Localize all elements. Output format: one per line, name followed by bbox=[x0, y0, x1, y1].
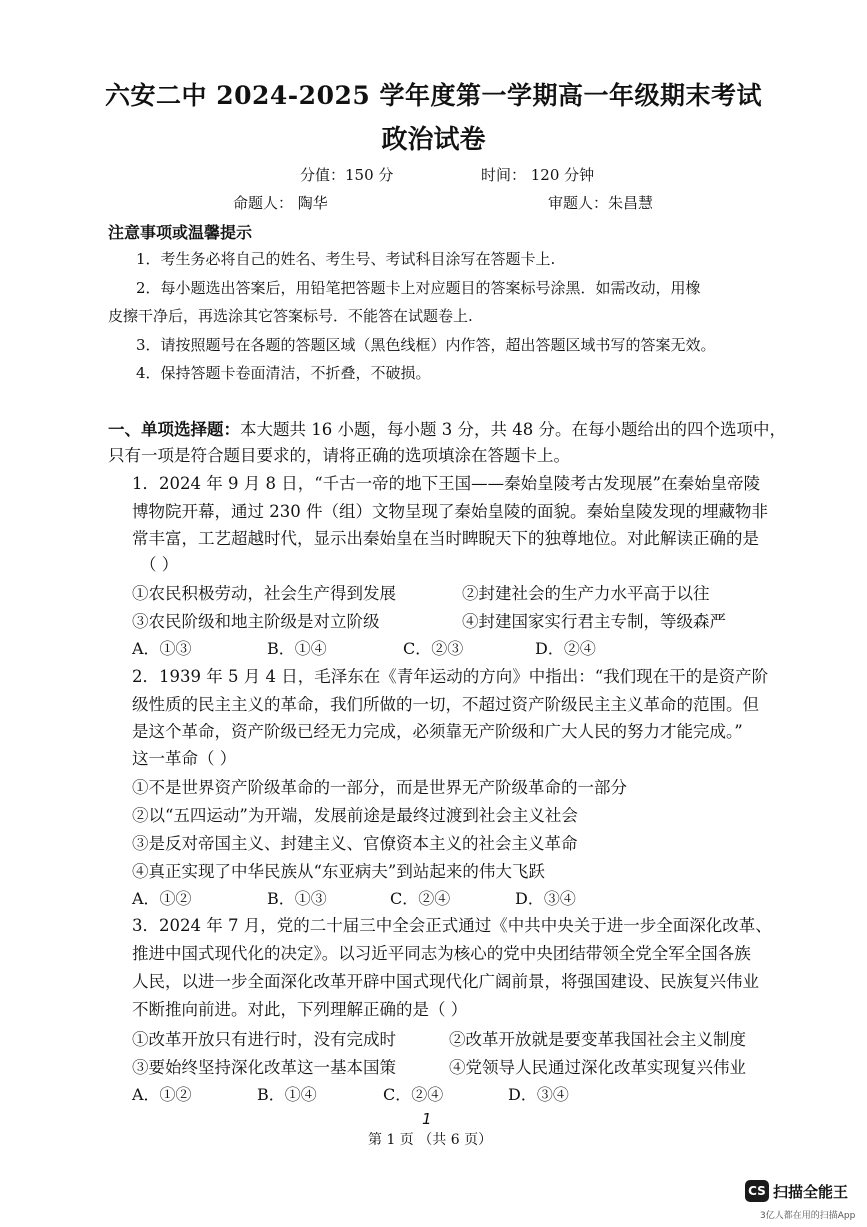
section-label: 一、单项选择题： bbox=[108, 420, 240, 439]
question-2-stem: 级性质的民主主义的革命，我们所做的一切，不超过资产阶级民主主义革命的范围。但 bbox=[132, 695, 759, 714]
question-1-stem: 博物院开幕，通过 230 件（组）文物呈现了秦始皇陵的面貌。秦始皇陵发现的埋藏物非 bbox=[132, 502, 768, 521]
exam-title: 六安二中 2024-2025 学年度第一学期高一年级期末考试 bbox=[105, 81, 762, 110]
question-2-stem: 2．1939 年 5 月 4 日，毛泽东在《青年运动的方向》中指出：“我们现在干的是资产阶 bbox=[132, 667, 769, 686]
question-2-statement-1: ①不是世界资产阶级革命的一部分，而是世界无产阶级革命的一部分 bbox=[132, 778, 627, 797]
question-3-option-c: C．②④ bbox=[383, 1085, 444, 1104]
setter-info: 命题人： 陶华 bbox=[233, 194, 328, 212]
question-2-statement-3: ③是反对帝国主义、封建主义、官僚资本主义的社会主义革命 bbox=[132, 834, 578, 853]
question-3-option-d: D．③④ bbox=[508, 1085, 569, 1104]
question-2-option-a: A．①② bbox=[132, 889, 192, 908]
notice-item: 4．保持答题卡卷面清洁，不折叠，不破损。 bbox=[136, 364, 431, 382]
question-3-statement-3: ③要始终坚持深化改革这一基本国策 bbox=[132, 1058, 396, 1077]
exam-subject: 政治试卷 bbox=[381, 125, 486, 155]
question-3-stem: 人民，以进一步全面深化改革开辟中国式现代化广阔前景，将强国建设、民族复兴伟业 bbox=[132, 972, 759, 991]
watermark-name: 扫描全能王 bbox=[773, 1182, 849, 1201]
question-1-option-a: A．①③ bbox=[132, 639, 192, 658]
question-1-option-d: D．②④ bbox=[535, 639, 596, 658]
question-3-stem: 不断推向前进。对此，下列理解正确的是（ ） bbox=[132, 1000, 468, 1019]
notice-item: 2．每小题选出答案后，用铅笔把答题卡上对应题目的答案标号涂黑．如需改动，用橡 bbox=[136, 279, 701, 297]
question-1-statement-1: ①农民积极劳动，社会生产得到发展 bbox=[132, 584, 396, 603]
question-2-option-b: B．①③ bbox=[267, 889, 327, 908]
scanner-watermark bbox=[745, 1180, 848, 1202]
page-number: 第 1 页 （共 6 页） bbox=[368, 1132, 493, 1148]
question-3-option-a: A．①② bbox=[132, 1085, 192, 1104]
question-1-statement-4: ④封建国家实行君主专制，等级森严 bbox=[462, 612, 726, 631]
question-1-answer-blank: （ ） bbox=[140, 555, 179, 574]
question-2-stem: 这一革命（ ） bbox=[132, 749, 237, 768]
section-description: 本大题共 16 小题，每小题 3 分，共 48 分。在每小题给出的四个选项中， bbox=[240, 420, 786, 439]
camscanner-logo-icon: CS bbox=[745, 1180, 769, 1202]
question-3-stem: 推进中国式现代化的决定》。以习近平同志为核心的党中央团结带领全党全军全国各族 bbox=[132, 944, 751, 963]
question-1-stem: 1．2024 年 9 月 8 日，“千古一帝的地下王国——秦始皇陵考古发现展”在秦始皇帝陵 bbox=[132, 474, 761, 493]
watermark-tagline: 3亿人都在用的扫描App bbox=[760, 1211, 856, 1221]
question-1-option-b: B．①④ bbox=[267, 639, 327, 658]
question-3-stem: 3．2024 年 7 月，党的二十届三中全会正式通过《中共中央关于进一步全面深化改革、 bbox=[132, 916, 772, 935]
section-instruction: 只有一项是符合题目要求的，请将正确的选项填涂在答题卡上。 bbox=[108, 446, 570, 465]
notice-item: 1．考生务必将自己的姓名、考生号、考试科目涂写在答题卡上. bbox=[136, 250, 556, 268]
score-info: 分值：150 分 bbox=[300, 166, 394, 184]
question-1-stem: 常丰富，工艺超越时代，显示出秦始皇在当时睥睨天下的独尊地位。对此解读正确的是 bbox=[132, 529, 759, 548]
question-1-option-c: C．②③ bbox=[403, 639, 464, 658]
reviewer-info: 审题人：朱昌慧 bbox=[548, 194, 654, 212]
notice-heading: 注意事项或温馨提示 bbox=[108, 223, 253, 242]
question-2-option-c: C．②④ bbox=[390, 889, 451, 908]
question-2-statement-2: ②以“五四运动”为开端，发展前途是最终过渡到社会主义社会 bbox=[132, 806, 578, 825]
question-2-statement-4: ④真正实现了中华民族从“东亚病夫”到站起来的伟大飞跃 bbox=[132, 862, 545, 881]
question-3-statement-2: ②改革开放就是要变革我国社会主义制度 bbox=[449, 1030, 746, 1049]
question-1-statement-3: ③农民阶级和地主阶级是对立阶级 bbox=[132, 612, 380, 631]
section-header bbox=[108, 416, 786, 440]
notice-item-continued: 皮擦干净后，再选涂其它答案标号．不能答在试题卷上. bbox=[108, 307, 473, 325]
question-3-statement-1: ①改革开放只有进行时，没有完成时 bbox=[132, 1030, 396, 1049]
handwritten-page-mark: 1 bbox=[422, 1110, 432, 1128]
notice-item: 3．请按照题号在各题的答题区域（黑色线框）内作答，超出答题区域书写的答案无效。 bbox=[136, 336, 716, 354]
question-1-statement-2: ②封建社会的生产力水平高于以往 bbox=[462, 584, 710, 603]
question-2-stem: 是这个革命，资产阶级已经无力完成，必须靠无产阶级和广大人民的努力才能完成。” bbox=[132, 722, 743, 741]
question-3-statement-4: ④党领导人民通过深化改革实现复兴伟业 bbox=[449, 1058, 746, 1077]
time-info: 时间： 120 分钟 bbox=[481, 166, 595, 184]
question-3-option-b: B．①④ bbox=[257, 1085, 317, 1104]
question-2-option-d: D．③④ bbox=[515, 889, 576, 908]
